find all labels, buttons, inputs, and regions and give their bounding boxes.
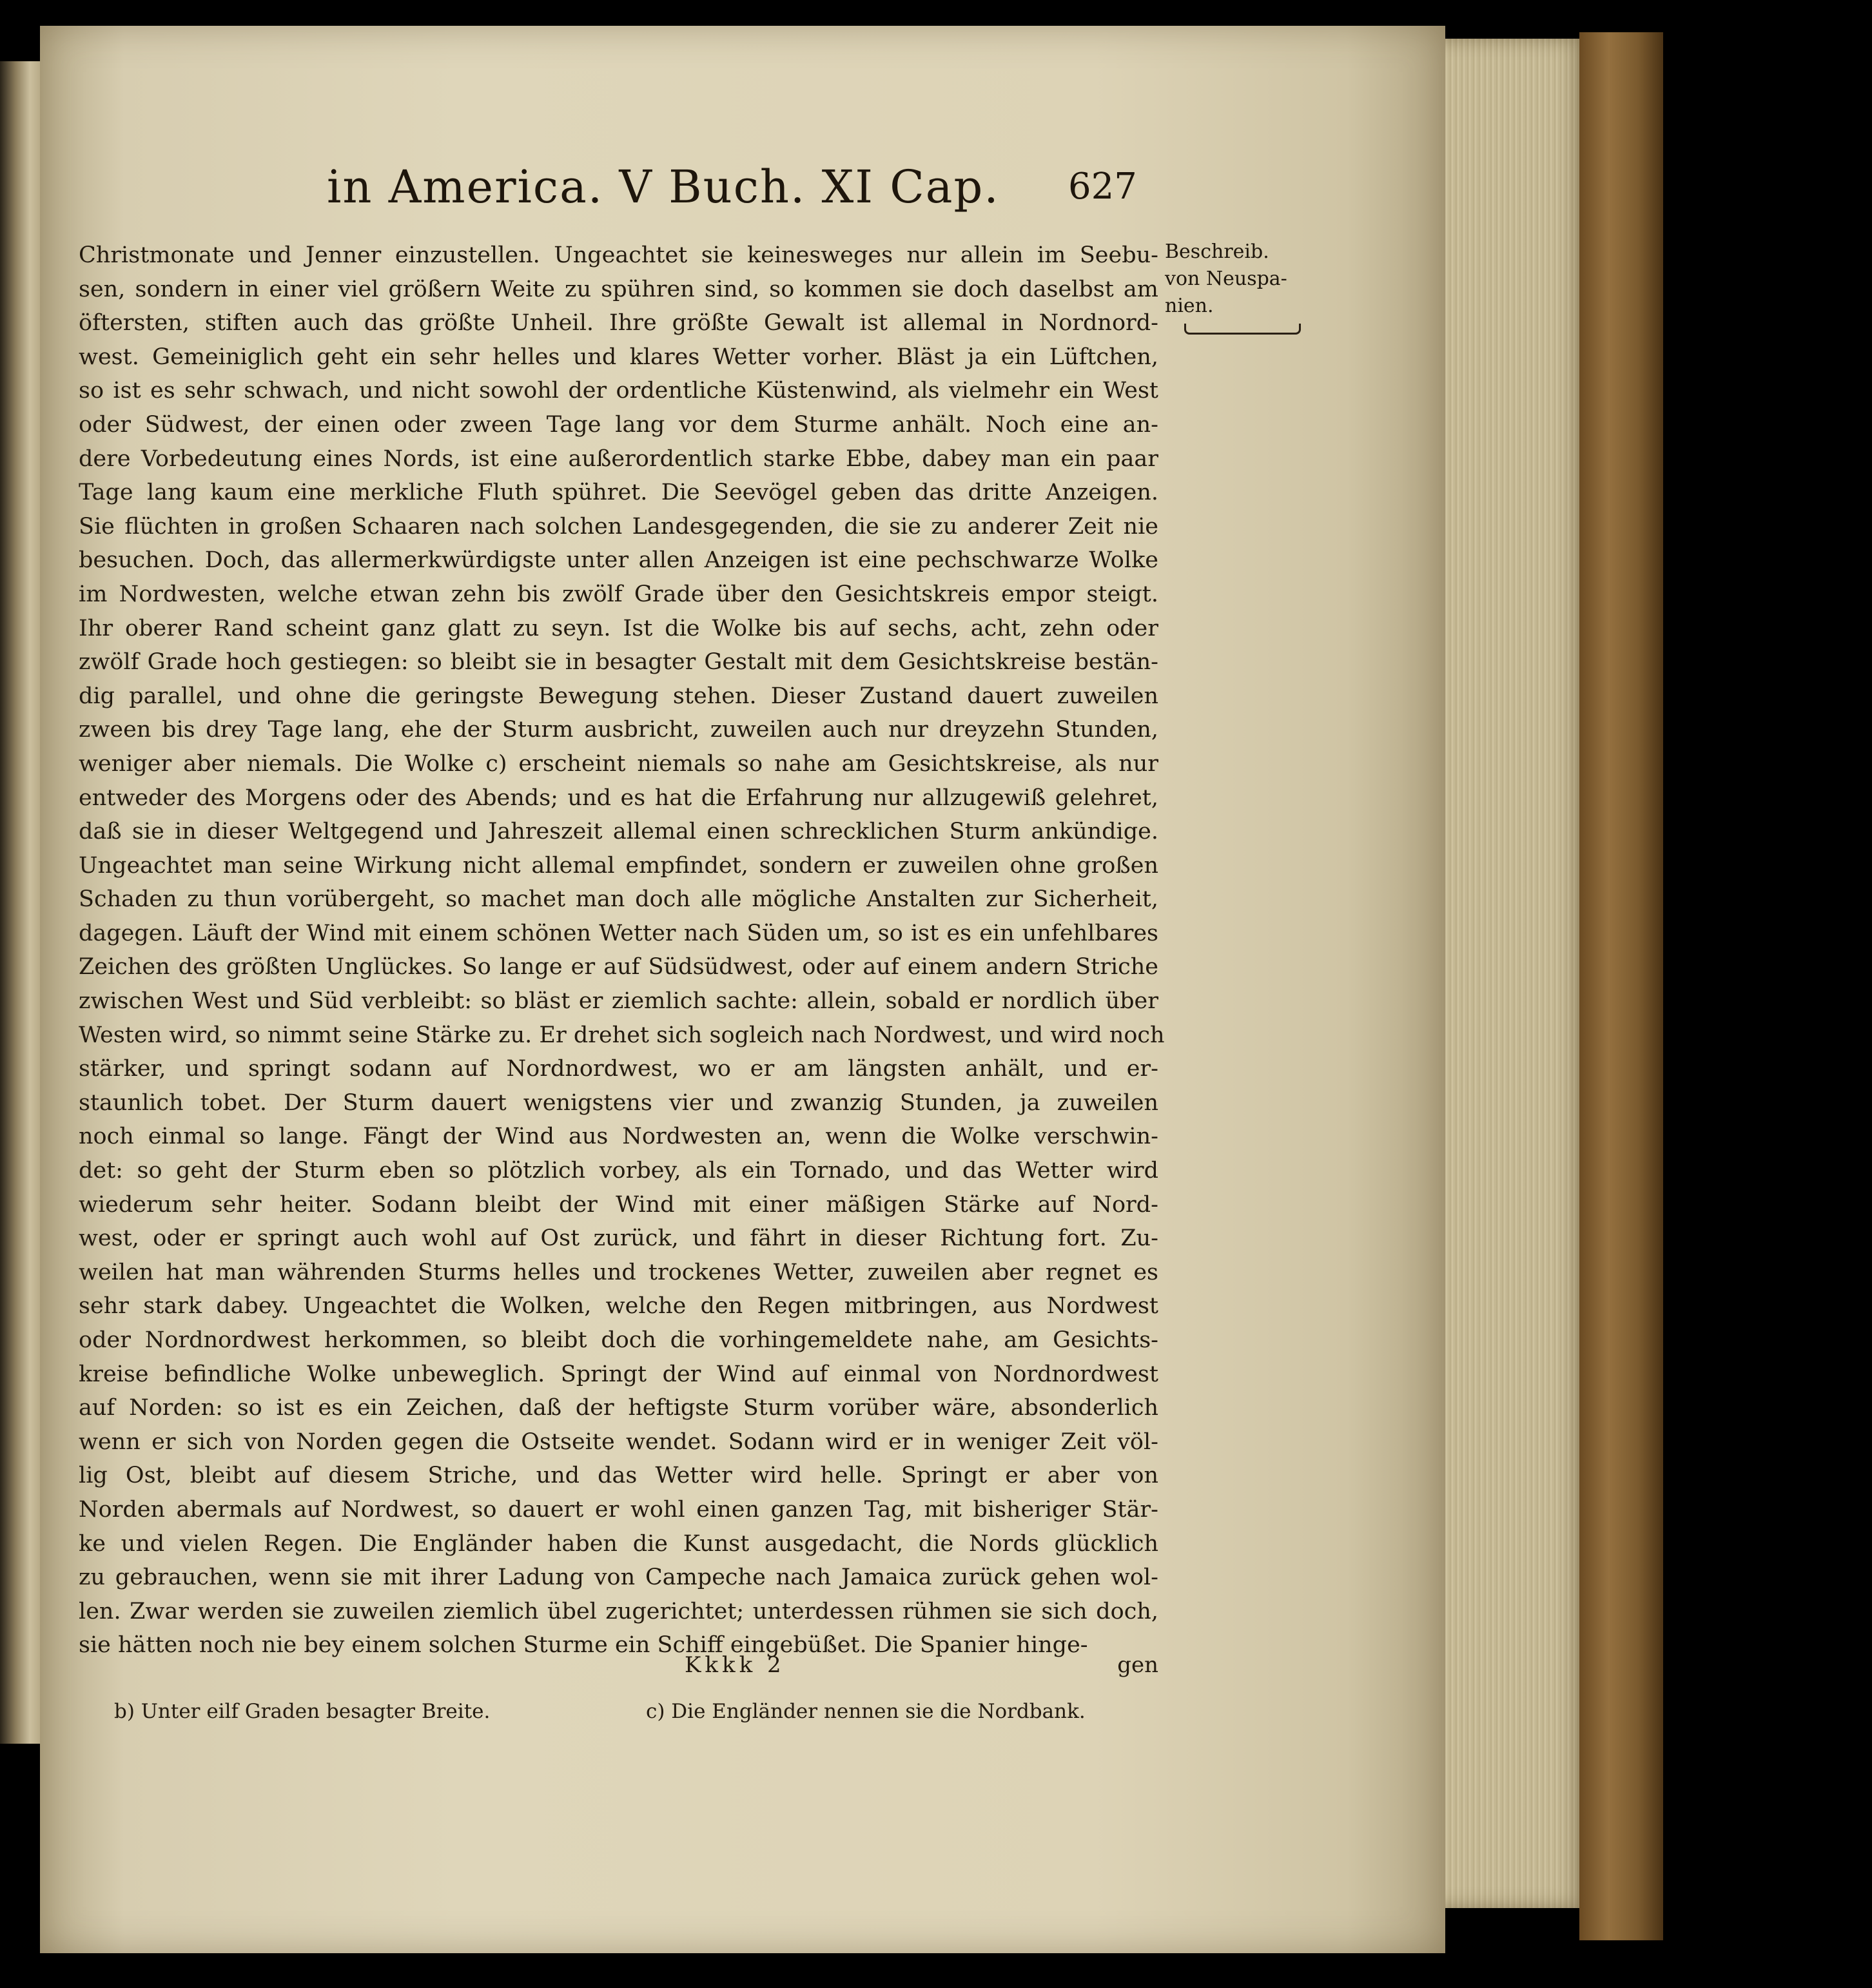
- body-text-line: entweder des Morgens oder des Abends; und es hat die Erfahrung nur allzugewiß gelehret,: [79, 784, 1158, 811]
- body-text-line: Ihr oberer Rand scheint ganz glatt zu seyn. Ist die Wolke bis auf sechs, acht, zehn oder: [79, 615, 1158, 641]
- body-text-line: oder Südwest, der einen oder zween Tage lang vor dem Sturme anhält. Noch eine an-: [79, 411, 1158, 438]
- body-text-line: daß sie in dieser Weltgegend und Jahreszeit allemal einen schrecklichen Sturm ankündige.: [79, 819, 1158, 845]
- body-text-line: zwischen West und Süd verbleibt: so bläst er ziemlich sachte: allein, sobald er nordlich über: [79, 988, 1158, 1015]
- body-text-line: lig Ost, bleibt auf diesem Striche, und das Wetter wird helle. Springt er aber von: [79, 1463, 1158, 1489]
- marginal-note-line: von Neuspa-: [1165, 268, 1287, 290]
- main-text-block: [79, 239, 1165, 1662]
- running-head: in America. V Buch. XI Cap.: [327, 161, 1000, 213]
- body-text-line: wenn er sich von Norden gegen die Ostseite wendet. Sodann wird er in weniger Zeit völ-: [79, 1428, 1158, 1455]
- body-text-line: zween bis drey Tage lang, ehe der Sturm ausbricht, zuweilen auch nur dreyzehn Stunden,: [79, 717, 1158, 743]
- body-text-line: staunlich tobet. Der Sturm dauert wenigstens vier und zwanzig Stunden, ja zuweilen: [79, 1089, 1158, 1116]
- marginal-note-line: Beschreib.: [1165, 240, 1269, 263]
- body-text-line: besuchen. Doch, das allermerkwürdigste unter allen Anzeigen ist eine pechschwarze Wolke: [79, 547, 1158, 574]
- page-number: 627: [1068, 166, 1137, 208]
- body-text-line: dagegen. Läuft der Wind mit einem schönen Wetter nach Süden um, so ist es ein unfehlbares: [79, 920, 1158, 946]
- body-text-line: Norden abermals auf Nordwest, so dauert er wohl einen ganzen Tag, mit bisheriger Stär-: [79, 1496, 1158, 1523]
- body-text-line: wiederum sehr heiter. Sodann bleibt der Wind mit einer mäßigen Stärke auf Nord-: [79, 1191, 1158, 1218]
- body-text-line: dere Vorbedeutung eines Nords, ist eine außerordentlich starke Ebbe, dabey man ein paar: [79, 445, 1158, 472]
- page-edges: [1431, 39, 1583, 1908]
- page-content: [40, 26, 1445, 1953]
- body-text-line: stärker, und springt sodann auf Nordnordwest, wo er am längsten anhält, und er-: [79, 1056, 1158, 1082]
- body-text-line: weilen hat man währenden Sturms helles und trockenes Wetter, zuweilen aber regnet es: [79, 1259, 1158, 1285]
- body-text-line: Zeichen des größten Unglückes. So lange er auf Südsüdwest, oder auf einem andern Striche: [79, 954, 1158, 980]
- body-text-line: so ist es sehr schwach, und nicht sowohl der ordentliche Küstenwind, als vielmehr ein West: [79, 378, 1158, 404]
- body-text-line: Westen wird, so nimmt seine Stärke zu. Er drehet sich sogleich nach Nordwest, und wird noch: [79, 1022, 1165, 1048]
- footnote-c: c) Die Engländer nennen sie die Nordbank.: [646, 1700, 1086, 1723]
- body-text-line: sen, sondern in einer viel größern Weite zu spühren sind, so kommen sie doch daselbst am: [79, 276, 1158, 302]
- body-text-line: dig parallel, und ohne die geringste Bewegung stehen. Dieser Zustand dauert zuweilen: [79, 683, 1158, 709]
- body-text-line: Schaden zu thun vorübergeht, so machet man doch alle mögliche Anstalten zur Sicherheit,: [79, 886, 1158, 913]
- body-text-line: zwölf Grade hoch gestiegen: so bleibt sie in besagter Gestalt mit dem Gesichtskreise bestän-: [79, 649, 1158, 676]
- signature-mark: Kkkk 2: [685, 1652, 785, 1678]
- footnote-b: b) Unter eilf Graden besagter Breite.: [114, 1700, 491, 1723]
- body-text-line: sehr stark dabey. Ungeachtet die Wolken, welche den Regen mitbringen, aus Nordwest: [79, 1293, 1158, 1320]
- catchword: gen: [1117, 1652, 1158, 1678]
- body-text-line: auf Norden: so ist es ein Zeichen, daß der heftigste Sturm vorüber wäre, absonderlich: [79, 1395, 1158, 1421]
- body-text-line: ke und vielen Regen. Die Engländer haben die Kunst ausgedacht, die Nords glücklich: [79, 1530, 1158, 1557]
- body-text-line: Ungeachtet man seine Wirkung nicht allemal empfindet, sondern er zuweilen ohne großen: [79, 852, 1158, 879]
- body-text-line: sie hätten noch nie bey einem solchen Sturme ein Schiff eingebüßet. Die Spanier hinge-: [79, 1632, 1088, 1659]
- body-text-line: Tage lang kaum eine merkliche Fluth spühret. Die Seevögel geben das dritte Anzeigen.: [79, 480, 1158, 506]
- book-page: [40, 26, 1445, 1953]
- marginal-note-line: nien.: [1165, 295, 1214, 317]
- body-text-line: noch einmal so lange. Fängt der Wind aus Nordwesten an, wenn die Wolke verschwin-: [79, 1124, 1158, 1150]
- body-text-line: west. Gemeiniglich geht ein sehr helles und klares Wetter vorher. Bläst ja ein Lüftchen,: [79, 344, 1158, 370]
- marginal-brace: [1184, 324, 1301, 335]
- body-text-line: kreise befindliche Wolke unbeweglich. Springt der Wind auf einmal von Nordnordwest: [79, 1361, 1158, 1387]
- leather-binding: [1579, 32, 1663, 1940]
- marginal-note: [1165, 239, 1313, 320]
- body-text-line: oder Nordnordwest herkommen, so bleibt doch die vorhingemeldete nahe, am Gesichts-: [79, 1327, 1158, 1353]
- previous-page-edge: [0, 61, 40, 1744]
- body-text-line: im Nordwesten, welche etwan zehn bis zwölf Grade über den Gesichtskreis empor steigt.: [79, 581, 1158, 607]
- body-text-line: zu gebrauchen, wenn sie mit ihrer Ladung von Campeche nach Jamaica zurück gehen wol-: [79, 1564, 1158, 1591]
- body-text-line: west, oder er springt auch wohl auf Ost zurück, und fährt in dieser Richtung fort. Zu-: [79, 1225, 1158, 1252]
- body-text-line: weniger aber niemals. Die Wolke c) erscheint niemals so nahe am Gesichtskreise, als nur: [79, 750, 1158, 777]
- body-text-line: Christmonate und Jenner einzustellen. Ungeachtet sie keinesweges nur allein im Seebu-: [79, 242, 1158, 268]
- body-text-line: öftersten, stiften auch das größte Unheil. Ihre größte Gewalt ist allemal in Nordnord-: [79, 310, 1158, 336]
- body-text-line: len. Zwar werden sie zuweilen ziemlich übel zugerichtet; unterdessen rühmen sie sich doch,: [79, 1598, 1158, 1624]
- body-text-line: Sie flüchten in großen Schaaren nach solchen Landesgegenden, die sie zu anderer Zeit nie: [79, 513, 1158, 540]
- body-text-line: det: so geht der Sturm eben so plötzlich vorbey, als ein Tornado, und das Wetter wird: [79, 1158, 1158, 1184]
